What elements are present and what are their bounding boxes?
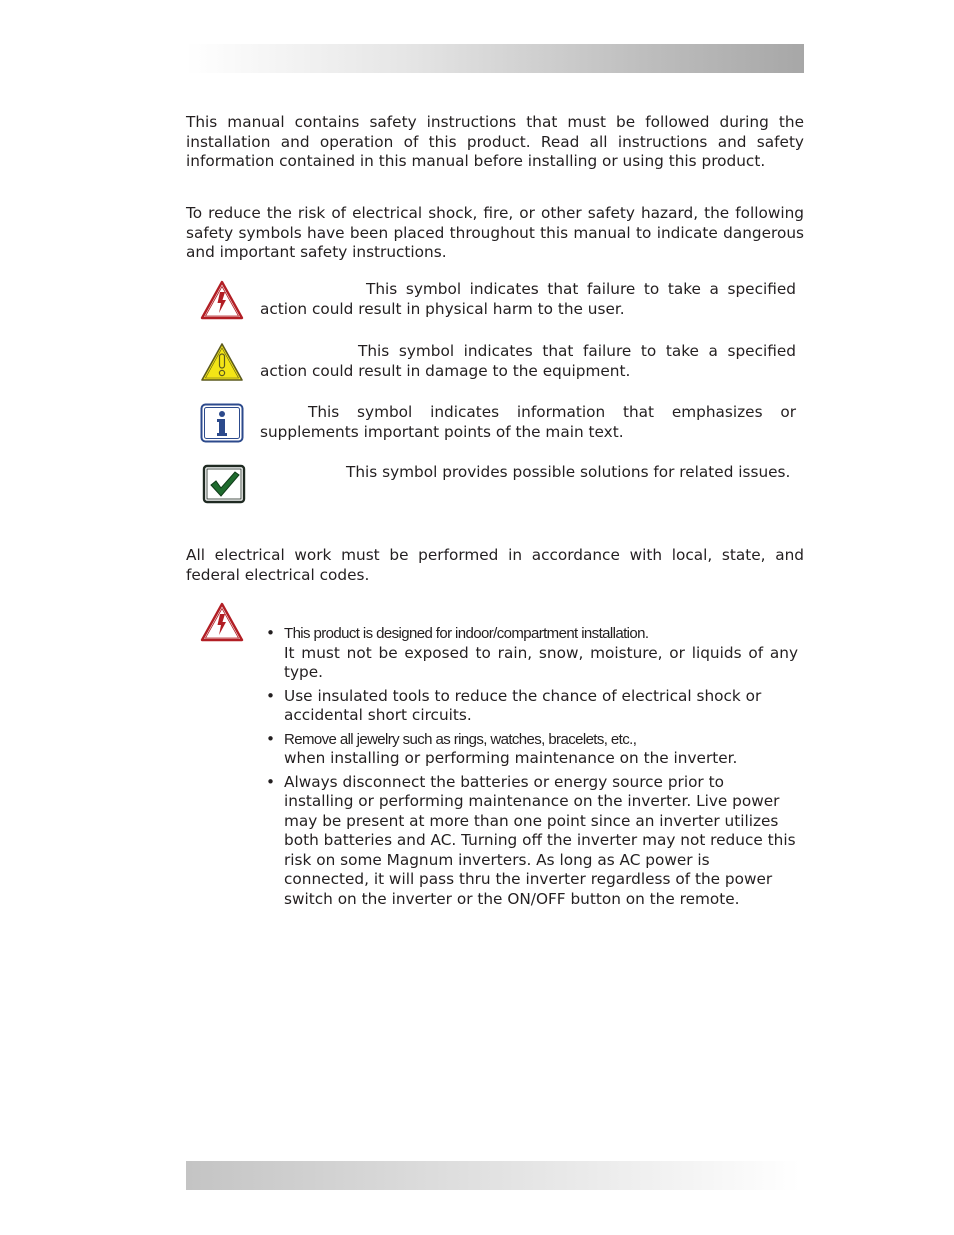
symbol-text-check: This symbol provides possible solutions for related issues. <box>346 463 791 481</box>
check-icon <box>202 464 246 504</box>
bullet-line: It must not be exposed to rain, snow, moisture, or liquids of any type. <box>284 643 798 681</box>
warning-shock-icon <box>200 602 244 642</box>
footer-bar <box>186 1161 800 1190</box>
caution-icon <box>200 342 244 382</box>
symbols-intro-paragraph: To reduce the risk of electrical shock, fire, or other safety hazard, the following safety symbols have been placed throughout this manual to indicate dangerous and important safety instructions. <box>186 204 804 261</box>
safety-bullet-list <box>264 624 798 913</box>
bullet-line: when installing or performing maintenance on the inverter. <box>284 749 738 767</box>
list-item <box>264 687 798 726</box>
bullet-line: This product is designed for indoor/compartment installation. <box>284 625 649 642</box>
warning-shock-icon <box>200 280 244 320</box>
bullet-dot: • <box>266 686 276 705</box>
bullet-text: Always disconnect the batteries or energy source prior to installing or performing maintenance on the inverter. Live power may be present at more than one point since an inverter utilizes both batteries and AC. Turning off the inverter may not reduce this risk on some Magnum inverters. As long as AC power is connected, it will pass thru the inverter regardless of the power switch on the inverter or the ON/OFF button on the remote. <box>284 772 796 908</box>
bullet-text: Use insulated tools to reduce the chance of electrical shock or accidental short circuits. <box>284 686 762 724</box>
bullet-dot: • <box>266 624 276 642</box>
symbol-text-warning: This symbol indicates that failure to take a specified action could result in physical harm to the user. <box>260 280 796 318</box>
list-item <box>264 730 798 769</box>
info-icon <box>200 403 244 443</box>
header-bar <box>186 44 804 73</box>
bullet-line: Remove all jewelry such as rings, watches, bracelets, etc., <box>284 730 637 748</box>
intro-paragraph: This manual contains safety instructions that must be followed during the installation and operation of this product. Read all instructions and safety information contained in this manual before installing or using this product. <box>186 113 804 170</box>
bullet-dot: • <box>266 729 276 748</box>
codes-paragraph: All electrical work must be performed in accordance with local, state, and federal electrical codes. <box>186 546 804 584</box>
list-item <box>264 773 798 910</box>
symbol-text-info: This symbol indicates information that emphasizes or supplements important points of the main text. <box>260 403 796 441</box>
symbol-text-caution: This symbol indicates that failure to take a specified action could result in damage to the equipment. <box>260 342 796 380</box>
list-item <box>264 624 798 683</box>
bullet-dot: • <box>266 772 276 791</box>
